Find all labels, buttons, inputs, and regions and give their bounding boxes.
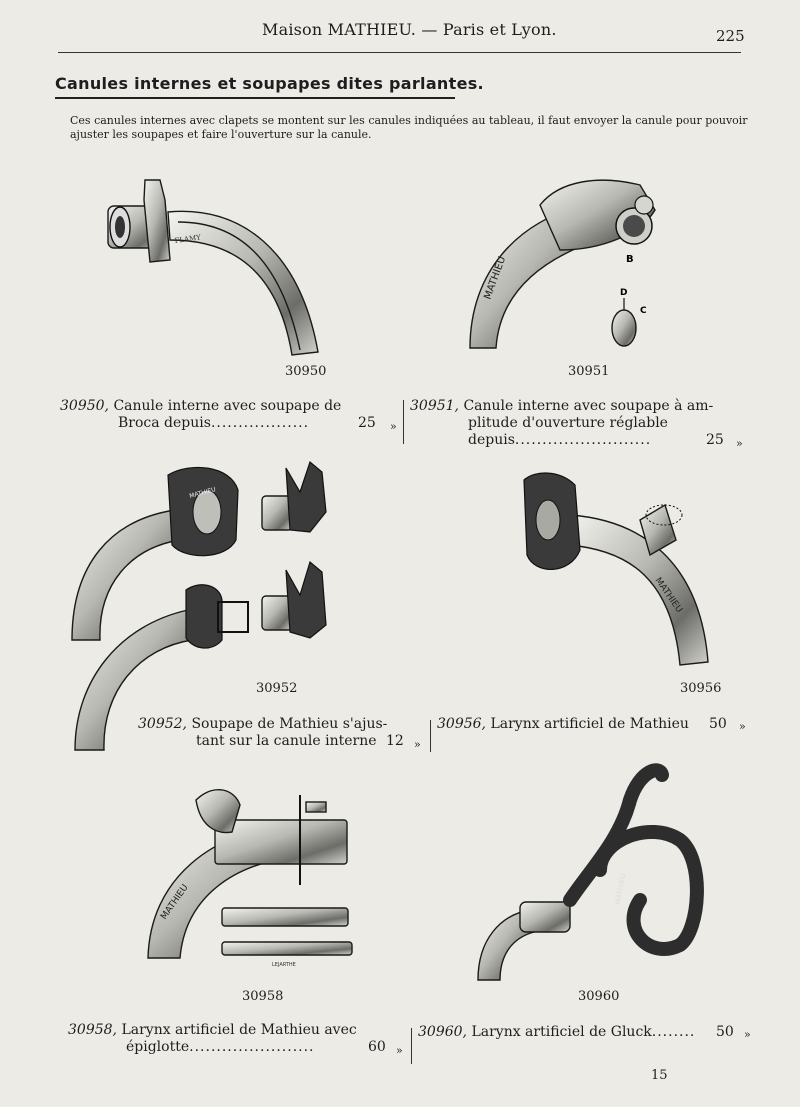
entry-ref: 30958, bbox=[68, 1022, 117, 1038]
engraved-mathieu-2: MATHIEU bbox=[188, 486, 217, 500]
section-title: Canules internes et soupapes dites parlantes. bbox=[55, 74, 484, 93]
figure-number-30960: 30960 bbox=[578, 989, 620, 1004]
entry-description: Larynx artificiel de Mathieu bbox=[490, 716, 689, 732]
column-separator bbox=[430, 720, 431, 752]
figure-number-30951: 30951 bbox=[568, 364, 610, 379]
engraver-signature: LEJARTHE bbox=[272, 962, 296, 968]
engraved-mathieu-1: MATHIEU bbox=[482, 255, 509, 302]
engraved-mathieu-5: MATHIEU bbox=[614, 872, 628, 906]
entry-30950 bbox=[60, 398, 400, 432]
entry-ref: 30960, bbox=[418, 1024, 467, 1040]
entry-price: 50 bbox=[716, 1024, 734, 1040]
running-header: Maison MATHIEU. — Paris et Lyon. bbox=[262, 20, 557, 39]
entry-30960 bbox=[418, 1024, 758, 1041]
figure-number-30950: 30950 bbox=[285, 364, 327, 379]
column-separator bbox=[403, 400, 404, 444]
price-unit: » bbox=[739, 720, 746, 733]
leader-dots: .................. bbox=[210, 415, 310, 431]
entry-description-cont: tant sur la canule interne bbox=[196, 733, 377, 749]
marker-c: C bbox=[640, 306, 647, 316]
entry-ref: 30952, bbox=[138, 716, 187, 732]
entry-price: 12 bbox=[386, 733, 404, 749]
marker-d: D bbox=[620, 288, 628, 298]
entry-price: 25 bbox=[358, 415, 376, 431]
entry-30958 bbox=[68, 1022, 408, 1056]
figure-number-30952: 30952 bbox=[256, 681, 298, 696]
column-separator bbox=[411, 1028, 412, 1064]
figure-number-30956: 30956 bbox=[680, 681, 722, 696]
entry-30956 bbox=[437, 716, 757, 733]
entry-description-cont2: depuis bbox=[468, 432, 515, 448]
entry-ref: 30951, bbox=[410, 398, 459, 414]
entry-description: Soupape de Mathieu s'ajus- bbox=[191, 716, 388, 732]
price-unit: » bbox=[744, 1028, 751, 1041]
entry-30952 bbox=[138, 716, 428, 750]
engraved-flamy-label: FLAMY bbox=[174, 233, 202, 245]
entry-description: Canule interne avec soupape à am- bbox=[463, 398, 714, 414]
entry-price: 50 bbox=[709, 716, 727, 732]
price-unit: » bbox=[414, 738, 421, 751]
entry-ref: 30956, bbox=[437, 716, 486, 732]
entry-ref: 30950, bbox=[60, 398, 109, 414]
entry-30951 bbox=[410, 398, 755, 449]
entry-description: Larynx artificiel de Mathieu avec bbox=[121, 1022, 357, 1038]
signature-number: 15 bbox=[651, 1068, 668, 1083]
entry-description: Larynx artificiel de Gluck bbox=[471, 1024, 652, 1040]
figure-number-30958: 30958 bbox=[242, 989, 284, 1004]
leader-dots: ........ bbox=[651, 1024, 696, 1040]
cannula-30950-illustration bbox=[108, 180, 318, 355]
price-unit: » bbox=[390, 420, 397, 433]
entry-price: 25 bbox=[706, 432, 724, 448]
larynx-30956-illustration bbox=[524, 473, 708, 665]
engraved-mathieu-3: MATHIEU bbox=[652, 575, 684, 615]
marker-b: B bbox=[626, 254, 634, 265]
intro-paragraph: Ces canules internes avec clapets se montent sur les canules indiquées au tableau, il faut envoyer la canule pour pouvoir ajuster les soupapes et faire l'ouverture sur la canule. bbox=[70, 114, 748, 141]
price-unit: » bbox=[396, 1044, 403, 1057]
entry-description-cont: plitude d'ouverture réglable bbox=[468, 415, 668, 431]
larynx-30960-illustration bbox=[478, 770, 697, 980]
leader-dots: ....................... bbox=[189, 1039, 315, 1055]
entry-price: 60 bbox=[368, 1039, 386, 1055]
larynx-30958-illustration bbox=[148, 790, 352, 968]
page-number: 225 bbox=[716, 27, 745, 45]
price-unit: » bbox=[736, 437, 743, 450]
valve-30952-illustration bbox=[72, 462, 326, 750]
cannula-30951-illustration bbox=[470, 180, 655, 348]
entry-description-cont: Broca depuis bbox=[118, 415, 211, 431]
entry-description: Canule interne avec soupape de bbox=[113, 398, 342, 414]
engraved-mathieu-4: MATHIEU bbox=[159, 882, 191, 922]
leader-dots: ......................... bbox=[514, 432, 652, 448]
entry-description-cont: épiglotte bbox=[126, 1039, 190, 1055]
